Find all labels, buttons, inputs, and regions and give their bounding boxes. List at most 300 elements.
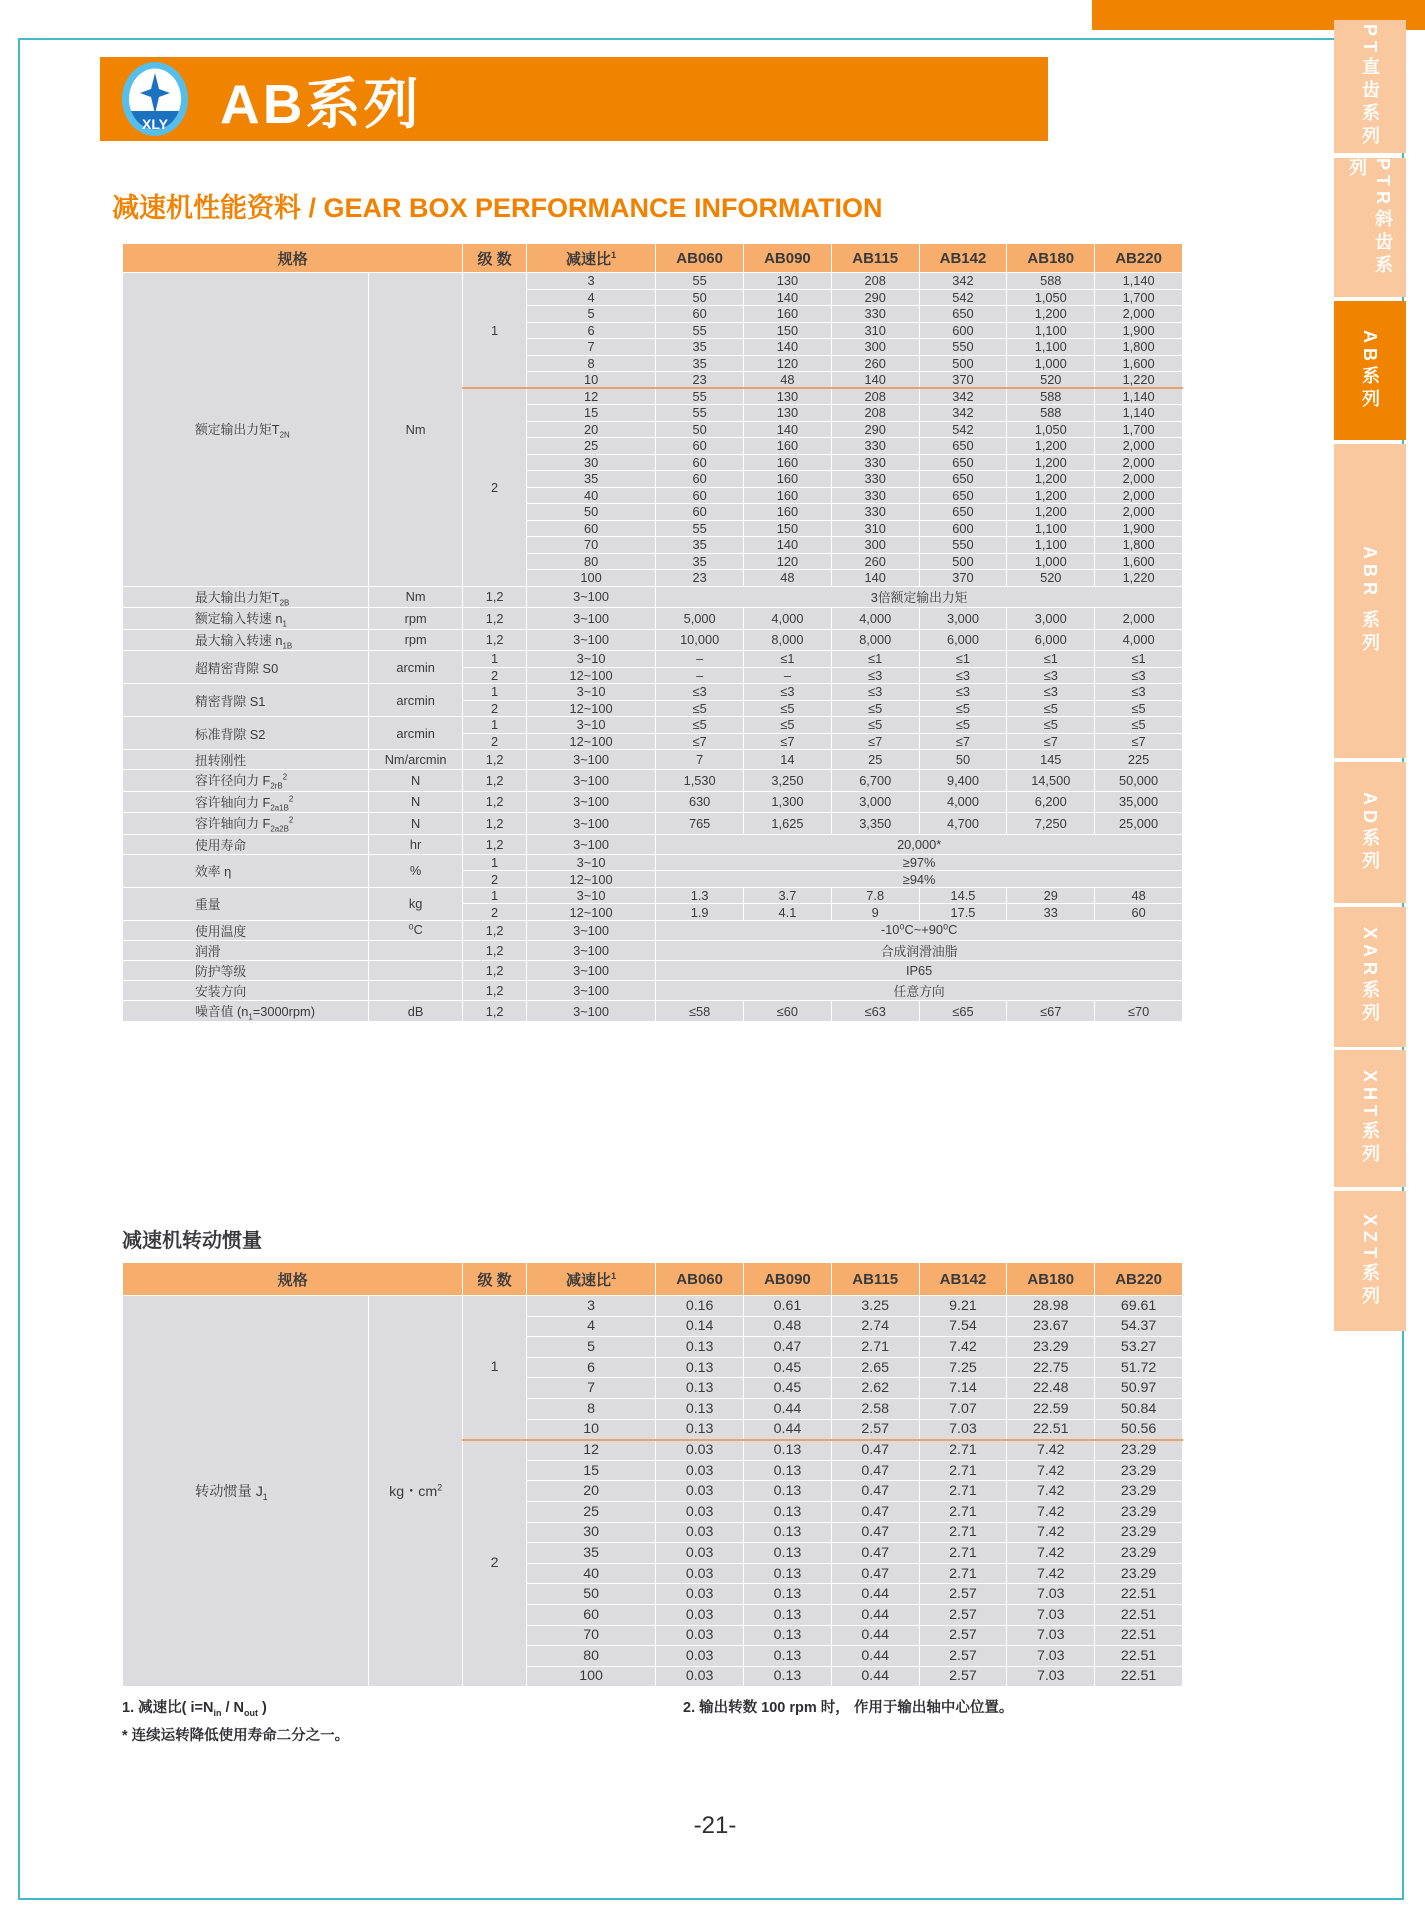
inertia-section-title: 减速机转动惯量 bbox=[122, 1230, 262, 1252]
table-cell: 2.57 bbox=[919, 1584, 1007, 1605]
table-cell: 0.03 bbox=[656, 1646, 744, 1667]
table-cell: 8,000 bbox=[744, 629, 832, 651]
table-cell: – bbox=[656, 667, 744, 684]
table-cell: 1.3 bbox=[656, 887, 744, 904]
table-cell: ≤60 bbox=[744, 1000, 832, 1022]
table-cell: hr bbox=[368, 834, 462, 854]
table-cell: 转动惯量 $J_1$ bbox=[123, 1296, 369, 1687]
table-row bbox=[123, 608, 1183, 630]
table-cell: 精密背隙 S1 bbox=[123, 684, 369, 717]
table-cell: 0.13 bbox=[744, 1625, 832, 1646]
table-cell: 1,200 bbox=[1007, 487, 1095, 504]
table-cell: 160 bbox=[744, 471, 832, 488]
table-cell: 2.71 bbox=[919, 1543, 1007, 1564]
brand-logo-icon bbox=[120, 60, 190, 138]
table-cell: 效率 η bbox=[123, 854, 369, 887]
inertia-table-header bbox=[123, 1263, 1183, 1296]
table-cell: ≤5 bbox=[831, 700, 919, 717]
table-cell: 330 bbox=[831, 487, 919, 504]
table-cell: 2.65 bbox=[831, 1357, 919, 1378]
table-cell: 12~100 bbox=[526, 700, 655, 717]
table-cell: 2.71 bbox=[831, 1337, 919, 1358]
table-row bbox=[123, 834, 1183, 854]
table-cell: 22.51 bbox=[1095, 1646, 1183, 1667]
table-cell: 9,400 bbox=[919, 770, 1007, 792]
table-cell: 7.03 bbox=[919, 1419, 1007, 1440]
table-cell: ≤7 bbox=[1095, 733, 1183, 750]
table-cell: 12~100 bbox=[526, 904, 655, 921]
table-cell: 2.57 bbox=[919, 1604, 1007, 1625]
table-cell: ⁰C bbox=[368, 920, 462, 940]
table-cell: 0.44 bbox=[831, 1584, 919, 1605]
table-cell: 22.75 bbox=[1007, 1357, 1095, 1378]
table-cell: 1,140 bbox=[1095, 273, 1183, 290]
table-cell: 160 bbox=[744, 438, 832, 455]
table-cell: 35,000 bbox=[1095, 791, 1183, 813]
table-cell: 60 bbox=[526, 1604, 655, 1625]
table-cell: 7.42 bbox=[1007, 1563, 1095, 1584]
table-cell: ≤5 bbox=[919, 700, 1007, 717]
table-cell: 650 bbox=[919, 471, 1007, 488]
table-cell: 14 bbox=[744, 750, 832, 770]
table-cell: dB bbox=[368, 1000, 462, 1022]
table-cell: 3.25 bbox=[831, 1296, 919, 1317]
table-cell: 25,000 bbox=[1095, 813, 1183, 835]
table-cell: ≤3 bbox=[1007, 684, 1095, 701]
table-cell: 扭转刚性 bbox=[123, 750, 369, 770]
series-tab-1[interactable] bbox=[1334, 20, 1406, 153]
table-cell: 7.42 bbox=[1007, 1522, 1095, 1543]
table-cell: 650 bbox=[919, 504, 1007, 521]
table-cell: kg・$cm^2$ bbox=[368, 1296, 462, 1687]
table-cell: 0.13 bbox=[744, 1666, 832, 1687]
series-tab-4[interactable] bbox=[1334, 444, 1406, 758]
table-cell: 7.14 bbox=[919, 1378, 1007, 1399]
table-cell: ≤7 bbox=[744, 733, 832, 750]
table-cell: 140 bbox=[744, 289, 832, 306]
table-cell: 0.13 bbox=[744, 1543, 832, 1564]
footnote-2: 2. 输出转数 100 rpm 时， 作用于输出轴中心位置。 bbox=[683, 1700, 1014, 1716]
column-header: 级 数 bbox=[463, 1263, 527, 1296]
table-cell: 4,000 bbox=[1095, 629, 1183, 651]
table-cell: 3~100 bbox=[526, 791, 655, 813]
table-cell: 0.45 bbox=[744, 1357, 832, 1378]
table-cell: 1,100 bbox=[1007, 339, 1095, 356]
table-cell: 28.98 bbox=[1007, 1296, 1095, 1317]
table-cell: 1 bbox=[463, 651, 527, 668]
table-cell: 3,000 bbox=[1007, 608, 1095, 630]
table-cell: 60 bbox=[656, 438, 744, 455]
table-cell: 3,000 bbox=[919, 608, 1007, 630]
table-cell: 330 bbox=[831, 438, 919, 455]
table-cell: 35 bbox=[656, 537, 744, 554]
table-cell: 6 bbox=[526, 322, 655, 339]
table-cell: 3,000 bbox=[831, 791, 919, 813]
table-cell: 0.44 bbox=[831, 1666, 919, 1687]
table-cell: 2,000 bbox=[1095, 454, 1183, 471]
table-cell: 208 bbox=[831, 405, 919, 422]
table-cell: 40 bbox=[526, 487, 655, 504]
table-cell: 0.13 bbox=[656, 1357, 744, 1378]
table-cell: 2.57 bbox=[919, 1625, 1007, 1646]
table-cell: 0.13 bbox=[656, 1337, 744, 1358]
table-cell: 23.29 bbox=[1095, 1481, 1183, 1502]
table-cell: 1,700 bbox=[1095, 421, 1183, 438]
table-cell: 22.51 bbox=[1095, 1584, 1183, 1605]
table-cell: 6,000 bbox=[919, 629, 1007, 651]
table-cell: 145 bbox=[1007, 750, 1095, 770]
table-cell: 7 bbox=[526, 1378, 655, 1399]
table-cell: N bbox=[368, 791, 462, 813]
table-cell: 12 bbox=[526, 388, 655, 405]
column-header: AB090 bbox=[744, 1263, 832, 1296]
table-cell: 70 bbox=[526, 537, 655, 554]
table-cell: 342 bbox=[919, 273, 1007, 290]
table-cell: 55 bbox=[656, 520, 744, 537]
table-cell: 48 bbox=[744, 570, 832, 587]
table-cell: 600 bbox=[919, 322, 1007, 339]
table-cell: 650 bbox=[919, 438, 1007, 455]
table-cell: 23.29 bbox=[1095, 1563, 1183, 1584]
table-cell: 9 bbox=[831, 904, 919, 921]
table-cell: 0.03 bbox=[656, 1440, 744, 1461]
table-cell: 0.47 bbox=[744, 1337, 832, 1358]
table-cell: 7.25 bbox=[919, 1357, 1007, 1378]
table-cell: 342 bbox=[919, 405, 1007, 422]
table-cell: 50.56 bbox=[1095, 1419, 1183, 1440]
table-cell: 40 bbox=[526, 1563, 655, 1584]
table-cell: 1 bbox=[463, 273, 527, 389]
table-cell: 29 bbox=[1007, 887, 1095, 904]
column-header: AB142 bbox=[919, 244, 1007, 273]
table-cell: 370 bbox=[919, 372, 1007, 389]
table-cell: 1,100 bbox=[1007, 537, 1095, 554]
table-cell: 3~100 bbox=[526, 960, 655, 980]
table-cell: 260 bbox=[831, 355, 919, 372]
table-cell: 55 bbox=[656, 322, 744, 339]
inertia-table bbox=[122, 1262, 1183, 1687]
table-cell: 35 bbox=[656, 553, 744, 570]
table-cell: ≤5 bbox=[656, 700, 744, 717]
table-cell: 1 bbox=[463, 717, 527, 734]
table-cell: 2,000 bbox=[1095, 608, 1183, 630]
series-tab-6[interactable] bbox=[1334, 907, 1406, 1047]
table-row bbox=[123, 1296, 1183, 1317]
table-cell: Nm/arcmin bbox=[368, 750, 462, 770]
table-cell: 1,200 bbox=[1007, 504, 1095, 521]
table-cell: 542 bbox=[919, 289, 1007, 306]
table-cell: 0.16 bbox=[656, 1296, 744, 1317]
table-cell: 22.51 bbox=[1095, 1625, 1183, 1646]
table-cell: 25 bbox=[526, 438, 655, 455]
column-header: AB220 bbox=[1095, 1263, 1183, 1296]
table-cell: 51.72 bbox=[1095, 1357, 1183, 1378]
table-cell: 7.42 bbox=[1007, 1460, 1095, 1481]
table-cell: 0.03 bbox=[656, 1563, 744, 1584]
table-cell: 0.44 bbox=[831, 1604, 919, 1625]
table-cell: ≤63 bbox=[831, 1000, 919, 1022]
table-cell: 9.21 bbox=[919, 1296, 1007, 1317]
table-cell: 3~10 bbox=[526, 717, 655, 734]
table-cell: 2.71 bbox=[919, 1501, 1007, 1522]
table-cell: 7.07 bbox=[919, 1398, 1007, 1419]
table-cell: rpm bbox=[368, 608, 462, 630]
table-cell: 2.71 bbox=[919, 1563, 1007, 1584]
table-cell: 3~100 bbox=[526, 813, 655, 835]
table-cell: 7.03 bbox=[1007, 1604, 1095, 1625]
series-tab-label: XAR系列 bbox=[1360, 927, 1380, 1027]
table-cell: 3 bbox=[526, 273, 655, 290]
table-cell: 0.13 bbox=[744, 1604, 832, 1625]
table-cell: 330 bbox=[831, 306, 919, 323]
table-cell: 0.47 bbox=[831, 1522, 919, 1543]
table-cell: 1.9 bbox=[656, 904, 744, 921]
table-cell: 50 bbox=[526, 1584, 655, 1605]
table-cell: 3~100 bbox=[526, 1000, 655, 1022]
table-cell: 3 bbox=[526, 1296, 655, 1317]
table-cell: 130 bbox=[744, 273, 832, 290]
table-cell: 7.42 bbox=[1007, 1501, 1095, 1522]
table-row bbox=[123, 586, 1183, 608]
series-tab-3[interactable] bbox=[1334, 301, 1406, 440]
table-cell: IP65 bbox=[656, 960, 1183, 980]
table-cell: 330 bbox=[831, 471, 919, 488]
table-cell: 55 bbox=[656, 388, 744, 405]
table-cell: 330 bbox=[831, 504, 919, 521]
column-header: 减速比$^1$ bbox=[526, 1263, 655, 1296]
table-cell: 7.42 bbox=[1007, 1440, 1095, 1461]
table-cell: 130 bbox=[744, 388, 832, 405]
table-cell: 3~100 bbox=[526, 834, 655, 854]
table-cell: 4,000 bbox=[919, 791, 1007, 813]
table-cell: 3~100 bbox=[526, 629, 655, 651]
table-cell: ≤5 bbox=[1007, 700, 1095, 717]
series-tab-list bbox=[1334, 0, 1406, 1400]
table-cell: 1,2 bbox=[463, 1000, 527, 1022]
table-cell: 噪音值 $(n_1=3000rpm)$ bbox=[123, 1000, 369, 1022]
table-cell: 23.67 bbox=[1007, 1316, 1095, 1337]
table-cell: 8,000 bbox=[831, 629, 919, 651]
table-cell: 2 bbox=[463, 871, 527, 888]
table-cell: 0.47 bbox=[831, 1460, 919, 1481]
table-cell: 550 bbox=[919, 537, 1007, 554]
table-cell: 310 bbox=[831, 520, 919, 537]
table-cell: 650 bbox=[919, 306, 1007, 323]
table-cell: 23.29 bbox=[1095, 1460, 1183, 1481]
table-cell: 超精密背隙 S0 bbox=[123, 651, 369, 684]
inertia-table-body bbox=[123, 1296, 1183, 1687]
table-cell: 1,2 bbox=[463, 960, 527, 980]
table-cell: 310 bbox=[831, 322, 919, 339]
table-cell: 0.13 bbox=[744, 1501, 832, 1522]
table-cell: 290 bbox=[831, 289, 919, 306]
table-cell: 7.03 bbox=[1007, 1625, 1095, 1646]
table-cell: Nm bbox=[368, 586, 462, 608]
column-header: 规格 bbox=[123, 1263, 463, 1296]
table-cell: 208 bbox=[831, 273, 919, 290]
table-row bbox=[123, 651, 1183, 668]
table-cell: 7.42 bbox=[919, 1337, 1007, 1358]
table-cell: 0.03 bbox=[656, 1625, 744, 1646]
table-cell: 0.47 bbox=[831, 1563, 919, 1584]
table-cell: 1,800 bbox=[1095, 339, 1183, 356]
table-cell: 4,000 bbox=[744, 608, 832, 630]
table-cell: 0.44 bbox=[831, 1625, 919, 1646]
table-cell: 1,2 bbox=[463, 750, 527, 770]
table-cell: 0.13 bbox=[744, 1646, 832, 1667]
table-cell: 3倍额定输出力矩 bbox=[656, 586, 1183, 608]
table-cell: 8 bbox=[526, 355, 655, 372]
table-cell: 0.47 bbox=[831, 1481, 919, 1502]
table-cell: 4 bbox=[526, 1316, 655, 1337]
table-row bbox=[123, 717, 1183, 734]
table-cell: 1,000 bbox=[1007, 355, 1095, 372]
table-cell: 2.57 bbox=[919, 1666, 1007, 1687]
table-cell: ≤1 bbox=[831, 651, 919, 668]
table-cell: 588 bbox=[1007, 273, 1095, 290]
table-row bbox=[123, 813, 1183, 835]
table-cell: 300 bbox=[831, 537, 919, 554]
table-cell: 1,200 bbox=[1007, 454, 1095, 471]
table-cell: 140 bbox=[744, 537, 832, 554]
table-cell: 0.13 bbox=[744, 1563, 832, 1584]
table-cell: 520 bbox=[1007, 570, 1095, 587]
table-cell: ≤1 bbox=[744, 651, 832, 668]
table-cell: 150 bbox=[744, 520, 832, 537]
page-number: -21- bbox=[693, 1812, 737, 1839]
column-header: 规格 bbox=[123, 244, 463, 273]
table-cell: 3~100 bbox=[526, 770, 655, 792]
table-cell: arcmin bbox=[368, 717, 462, 750]
table-cell: 53.27 bbox=[1095, 1337, 1183, 1358]
table-cell: 0.03 bbox=[656, 1460, 744, 1481]
table-cell: 54.37 bbox=[1095, 1316, 1183, 1337]
table-cell: 1,100 bbox=[1007, 520, 1095, 537]
table-cell: 23 bbox=[656, 372, 744, 389]
table-cell: 50 bbox=[656, 421, 744, 438]
table-cell: 15 bbox=[526, 405, 655, 422]
table-cell: 60 bbox=[1095, 904, 1183, 921]
table-cell: 1,600 bbox=[1095, 553, 1183, 570]
series-tab-8[interactable] bbox=[1334, 1191, 1406, 1331]
series-tab-7[interactable] bbox=[1334, 1050, 1406, 1187]
table-cell: 2 bbox=[463, 733, 527, 750]
table-cell: 0.13 bbox=[656, 1398, 744, 1419]
table-cell: ≤3 bbox=[744, 684, 832, 701]
table-row bbox=[123, 791, 1183, 813]
table-cell: 0.47 bbox=[831, 1543, 919, 1564]
table-cell: 合成润滑油脂 bbox=[656, 940, 1183, 960]
table-row bbox=[123, 273, 1183, 290]
table-cell: 1,140 bbox=[1095, 388, 1183, 405]
table-cell: 使用寿命 bbox=[123, 834, 369, 854]
logo-text: XLY bbox=[142, 116, 168, 132]
table-cell: 588 bbox=[1007, 388, 1095, 405]
table-cell: 2.71 bbox=[919, 1460, 1007, 1481]
table-cell: 6,700 bbox=[831, 770, 919, 792]
table-cell: 50 bbox=[656, 289, 744, 306]
column-header: AB115 bbox=[831, 1263, 919, 1296]
series-tab-label: PT直齿系列 bbox=[1360, 23, 1380, 149]
table-cell: 0.44 bbox=[744, 1398, 832, 1419]
series-tab-5[interactable] bbox=[1334, 762, 1406, 903]
performance-table bbox=[122, 243, 1183, 1022]
table-cell: 1,220 bbox=[1095, 570, 1183, 587]
table-cell: 765 bbox=[656, 813, 744, 835]
series-tab-label: XHT系列 bbox=[1360, 1070, 1380, 1167]
table-cell: 22.51 bbox=[1095, 1666, 1183, 1687]
table-cell: 2 bbox=[463, 667, 527, 684]
table-cell: 12~100 bbox=[526, 733, 655, 750]
table-cell: 2.57 bbox=[831, 1419, 919, 1440]
table-cell: 23.29 bbox=[1095, 1501, 1183, 1522]
table-cell: 2 bbox=[463, 388, 527, 586]
table-cell: 100 bbox=[526, 570, 655, 587]
table-cell: 1,2 bbox=[463, 608, 527, 630]
table-row bbox=[123, 770, 1183, 792]
table-cell: 0.44 bbox=[831, 1646, 919, 1667]
table-cell: 3~10 bbox=[526, 684, 655, 701]
table-cell: 23.29 bbox=[1095, 1440, 1183, 1461]
table-cell: 160 bbox=[744, 454, 832, 471]
table-cell: ≤7 bbox=[831, 733, 919, 750]
performance-table-body bbox=[123, 273, 1183, 1022]
table-cell: 8 bbox=[526, 1398, 655, 1419]
table-cell: 12~100 bbox=[526, 871, 655, 888]
column-header: AB180 bbox=[1007, 1263, 1095, 1296]
table-cell: 22.51 bbox=[1007, 1419, 1095, 1440]
table-cell: ≤65 bbox=[919, 1000, 1007, 1022]
table-cell: arcmin bbox=[368, 684, 462, 717]
table-cell: 1,900 bbox=[1095, 520, 1183, 537]
table-cell: 630 bbox=[656, 791, 744, 813]
table-cell: 60 bbox=[656, 454, 744, 471]
table-cell: ≤3 bbox=[1007, 667, 1095, 684]
table-cell: 3,350 bbox=[831, 813, 919, 835]
table-cell: 0.47 bbox=[831, 1440, 919, 1461]
table-cell: – bbox=[656, 651, 744, 668]
series-tab-2[interactable] bbox=[1334, 158, 1406, 297]
table-cell: 0.13 bbox=[744, 1440, 832, 1461]
table-cell: 35 bbox=[656, 339, 744, 356]
table-cell: 1,2 bbox=[463, 791, 527, 813]
table-cell: 2 bbox=[463, 1440, 527, 1687]
table-cell: 300 bbox=[831, 339, 919, 356]
table-cell: 0.48 bbox=[744, 1316, 832, 1337]
table-cell bbox=[368, 980, 462, 1000]
table-cell: 3~10 bbox=[526, 651, 655, 668]
page-title: AB系列 bbox=[220, 72, 422, 135]
table-cell: 650 bbox=[919, 487, 1007, 504]
table-cell: 2 bbox=[463, 700, 527, 717]
table-cell: 1,200 bbox=[1007, 306, 1095, 323]
table-cell: ≤5 bbox=[656, 717, 744, 734]
table-cell: 22.48 bbox=[1007, 1378, 1095, 1399]
table-cell: 最大输出力矩$T_{2B}$ bbox=[123, 586, 369, 608]
table-cell: ≤3 bbox=[831, 684, 919, 701]
table-cell: 3~100 bbox=[526, 920, 655, 940]
table-cell: 23 bbox=[656, 570, 744, 587]
table-cell: 50 bbox=[919, 750, 1007, 770]
table-cell: 1,220 bbox=[1095, 372, 1183, 389]
table-cell: 0.14 bbox=[656, 1316, 744, 1337]
table-cell: 重量 bbox=[123, 887, 369, 920]
table-cell: 4,700 bbox=[919, 813, 1007, 835]
table-cell: 342 bbox=[919, 388, 1007, 405]
table-cell: 140 bbox=[744, 339, 832, 356]
table-cell: ≤1 bbox=[1095, 651, 1183, 668]
table-cell: 0.03 bbox=[656, 1666, 744, 1687]
